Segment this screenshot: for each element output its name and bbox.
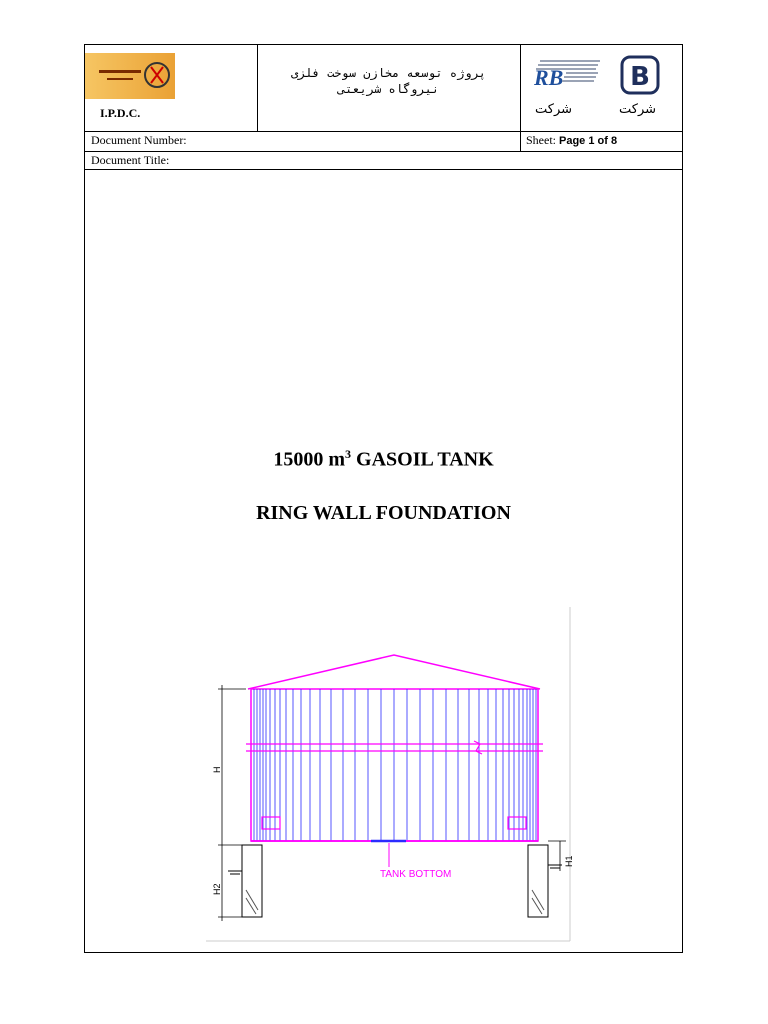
main-title-superscript: 3 (345, 447, 352, 461)
tank-roof (248, 655, 540, 689)
main-title-line-2: RING WALL FOUNDATION (256, 502, 511, 524)
b-logo-icon (620, 55, 660, 95)
ipdc-logo-icon (85, 53, 175, 99)
project-title-line-2: نیروگاه شریعتی (337, 82, 440, 96)
sheet-label: Sheet: (526, 133, 556, 147)
document-frame (84, 44, 683, 953)
dimension-label-h2: H2 (212, 883, 222, 895)
document-number-row (85, 131, 682, 152)
sheet-value: Page 1 of 8 (559, 135, 618, 147)
company-label-b: شرکت (619, 102, 657, 117)
main-title-line-1 (85, 447, 682, 472)
logo-cell (85, 45, 258, 131)
ring-wall-footings (242, 845, 548, 917)
tank-bottom-label: TANK BOTTOM (380, 869, 452, 880)
project-title-cell (257, 45, 521, 131)
tank-elevation-drawing (206, 605, 572, 947)
document-number-label: Document Number: (91, 133, 187, 147)
rb-logo-text: RB (534, 65, 564, 90)
title-block-header (85, 45, 682, 132)
shell-panel-lines (254, 689, 536, 841)
main-title-suffix: GASOIL TANK (351, 448, 494, 471)
b-logo-text: B (630, 62, 650, 92)
sheet-info (526, 133, 617, 148)
company-label-rb: شرکت (535, 102, 573, 117)
dimension-label-h1: H1 (564, 855, 574, 867)
shell-break-band (246, 741, 543, 754)
tank-shell (251, 689, 538, 841)
rb-logo-icon (532, 59, 602, 95)
project-title-line-1: پروژه توسعه مخازن سوخت فلزی (290, 66, 487, 80)
company-logos-cell (520, 45, 683, 131)
project-title (257, 65, 520, 97)
dimension-label-h: H (212, 766, 222, 773)
document-title-label: Document Title: (91, 153, 170, 167)
document-title-row (85, 151, 682, 170)
org-abbreviation: I.P.D.C. (100, 106, 141, 120)
main-title-prefix: 15000 m (273, 448, 346, 471)
